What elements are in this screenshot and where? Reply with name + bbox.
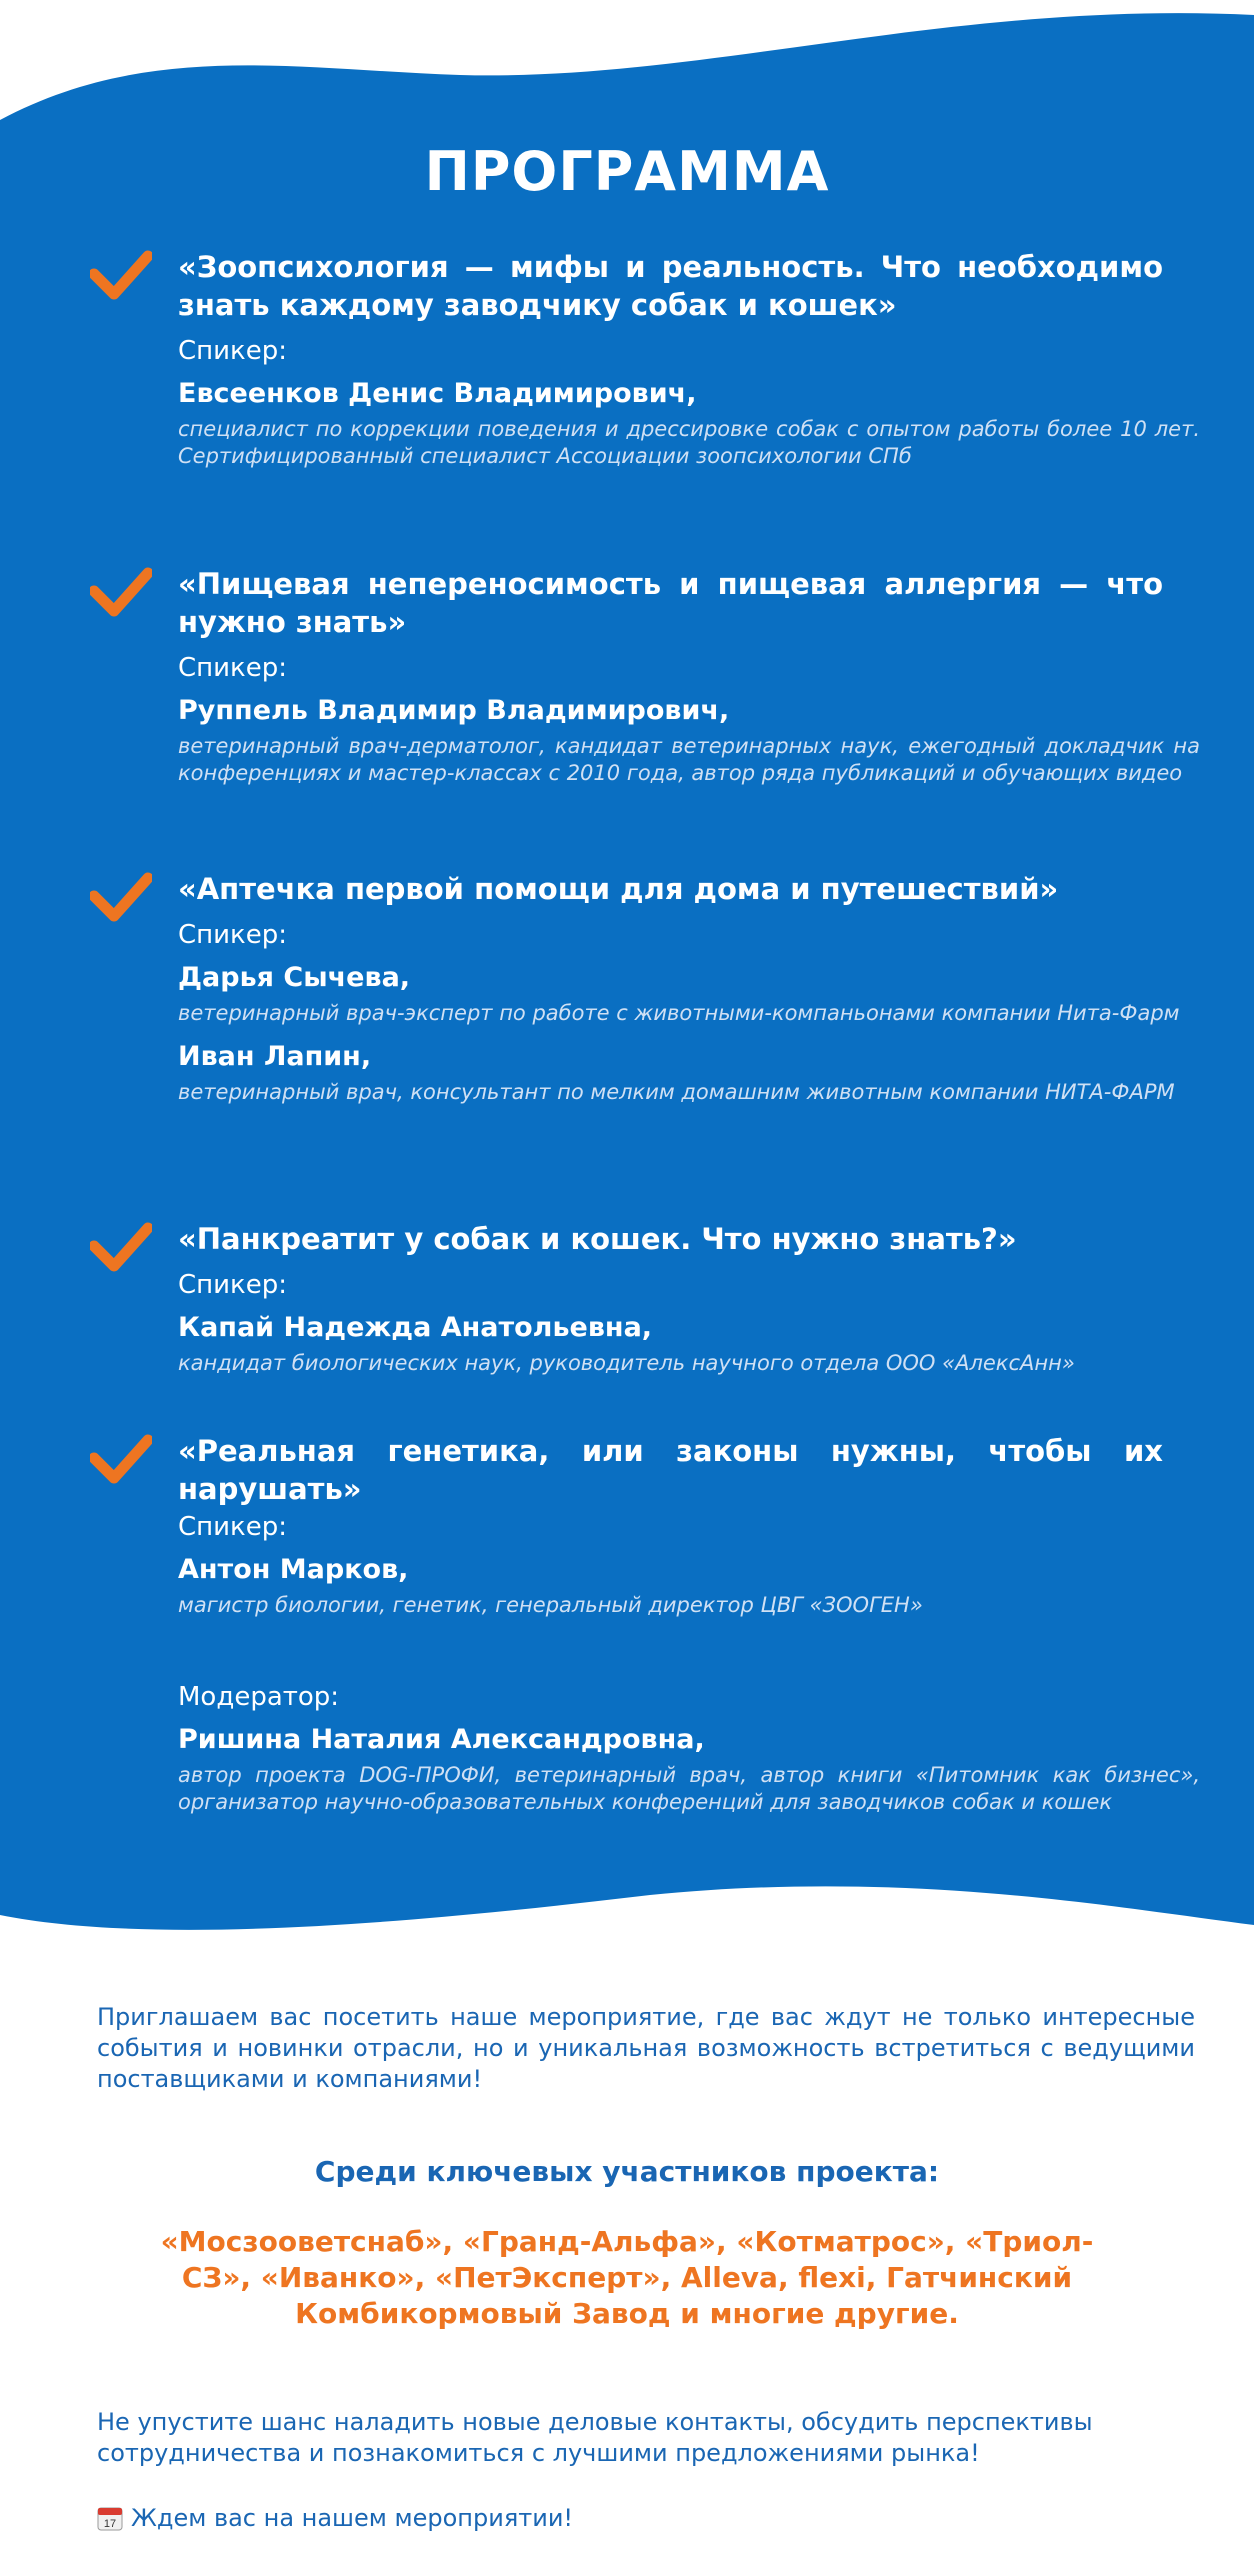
speaker-name: Евсеенков Денис Владимирович, [178,378,697,409]
invite-text: Приглашаем вас посетить наше мероприятие, где вас ждут не только интересные события и новинки отрасли, но и уникальная возможность встретиться с ведущими поставщиками и компаниями! [97,2003,1195,2093]
checkmark-icon [90,567,152,617]
checkmark-icon [90,872,152,922]
checkmark-icon [90,250,152,300]
moderator-name: Ришина Наталия Александровна, [178,1724,705,1755]
checkmark-icon [90,1434,152,1484]
speaker-label: Спикер: [178,336,288,366]
speaker-label: Спикер: [178,920,288,950]
speaker-name: Антон Марков, [178,1554,409,1585]
participants-list: «Мосзооветснаб», «Гранд-Альфа», «Котматрос», «Триол-СЗ», «Иванко», «ПетЭксперт», Alleva, flexi, Гатчинский Комбикормовый Завод и многие другие. [160,2225,1094,2330]
speaker-label: Спикер: [178,1512,288,1542]
speaker-description: кандидат биологических наук, руководитель научного отдела ООО «АлексАнн» [178,1351,1075,1375]
talk-item [90,1432,1200,1619]
program-title: ПРОГРАММА [424,140,830,203]
participants-heading: Среди ключевых участников проекта: [314,2155,940,2188]
calendar-day: 17 [103,2518,117,2530]
talk-item [90,870,1200,1106]
speaker-description: магистр биологии, генетик, генеральный директор ЦВГ «ЗООГЕН» [178,1593,923,1617]
talk-title: «Пищевая непереносимость и пищевая аллергия — что нужно знать» [178,567,1163,639]
speaker-label: Спикер: [178,1270,288,1300]
talk-title: «Панкреатит у собак и кошек. Что нужно знать?» [178,1222,1017,1256]
checkmark-icon [90,1222,152,1272]
speaker-description: ветеринарный врач, консультант по мелким домашним животным компании НИТА-ФАРМ [178,1080,1175,1104]
moderator-description: автор проекта DOG-ПРОФИ, ветеринарный врач, автор книги «Питомник как бизнес», организатор научно-образовательных конференций для заводчиков собак и кошек [178,1763,1200,1814]
speaker-description: ветеринарный врач-дерматолог, кандидат ветеринарных наук, ежегодный докладчик на конференциях и мастер-классах с 2010 года, автор ряда публикаций и обучающих видео [178,734,1200,785]
final-line [97,2502,573,2534]
talk-item [90,1220,1200,1377]
closing-text: Не упустите шанс наладить новые деловые контакты, обсудить перспективы сотрудничества и познакомиться с лучшими предложениями рынка! [97,2408,1093,2467]
talk-title: «Зоопсихология — мифы и реальность. Что необходимо знать каждому заводчику собак и кошек» [178,250,1163,322]
speaker-name: Иван Лапин, [178,1041,372,1072]
speaker-name: Руппель Владимир Владимирович, [178,695,730,726]
speaker-name: Капай Надежда Анатольевна, [178,1312,653,1343]
moderator-block [90,1670,1200,1816]
talk-item [90,565,1200,787]
talk-title: «Реальная генетика, или законы нужны, чтобы их нарушать» [178,1434,1163,1506]
speaker-description: ветеринарный врач-эксперт по работе с животными-компаньонами компании Нита-Фарм [178,1001,1180,1025]
talk-title: «Аптечка первой помощи для дома и путешествий» [178,872,1059,906]
talk-item [90,248,1200,470]
final-text: Ждем вас на нашем мероприятии! [131,2504,574,2532]
moderator-label: Модератор: [178,1682,340,1712]
speaker-name: Дарья Сычева, [178,962,411,993]
speaker-description: специалист по коррекции поведения и дрессировке собак с опытом работы более 10 лет. Сертифицированный специалист Ассоциации зоопсихологии СПб [178,417,1200,468]
speaker-label: Спикер: [178,653,288,683]
calendar-icon [97,2505,123,2531]
